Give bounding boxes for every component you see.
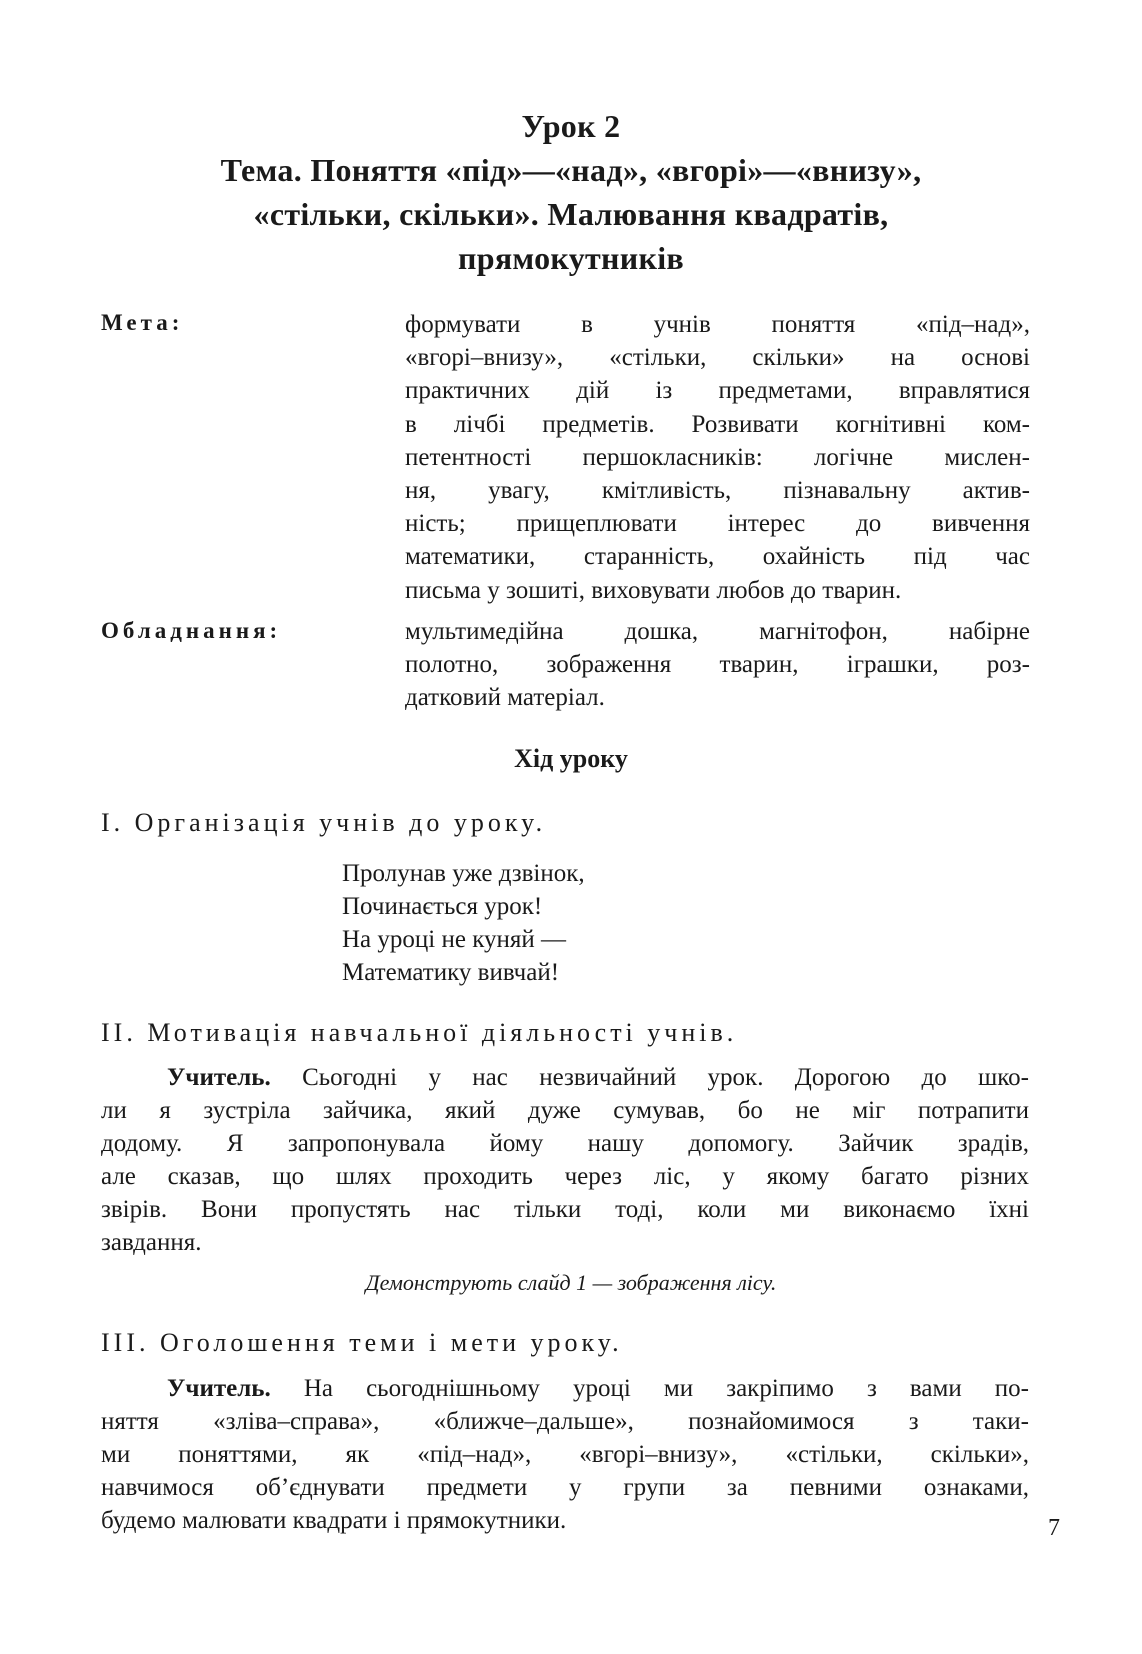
course-heading: Хід уроку bbox=[514, 744, 628, 773]
paragraph-text: Сьогодні у нас незвичайний урок. Дорогою до шко- bbox=[270, 1064, 1029, 1091]
goal-line: в лічбі предметів. Розвивати когнітивні ком- bbox=[405, 410, 1030, 438]
paragraph-line: звірів. Вони пропустять нас тільки тоді, коли ми виконаємо їхні bbox=[101, 1196, 1029, 1223]
topic-line-2: «стільки, скільки». Малювання квадратів, bbox=[253, 196, 889, 232]
section-3-paragraph bbox=[101, 1372, 1029, 1537]
speaker-label: Учитель. bbox=[167, 1064, 271, 1091]
slide-note: Демонструють слайд 1 — зображення лісу. bbox=[365, 1270, 777, 1295]
equipment-label: Обладнання: bbox=[101, 618, 282, 643]
goal-line: математики, старанність, охайність під час bbox=[405, 543, 1030, 571]
goal-line: петентності першокласників: логічне мислен- bbox=[405, 443, 1030, 471]
topic-line-1: Тема. Поняття «під»—«над», «вгорі»—«внизу», bbox=[220, 152, 922, 188]
paragraph-line: будемо малювати квадрати і прямокутники. bbox=[101, 1507, 567, 1534]
equipment-text bbox=[405, 615, 1030, 715]
goal-line: формувати в учнів поняття «під–над», bbox=[405, 311, 1030, 338]
paragraph-line: няття «зліва–справа», «ближче–дальше», познайомимося з таки- bbox=[101, 1408, 1029, 1435]
paragraph-line: навчимося об’єднувати предмети у групи за певними ознаками, bbox=[101, 1474, 1029, 1501]
section-3-heading: ІІІ. Оголошення теми і мети уроку. bbox=[101, 1328, 623, 1357]
equipment-line: полотно, зображення тварин, іграшки, роз- bbox=[405, 651, 1030, 679]
goal-line: практичних дій із предметами, вправлятися bbox=[405, 377, 1030, 405]
paragraph-line bbox=[101, 1061, 1029, 1094]
poem-line: Математику вивчай! bbox=[342, 959, 560, 986]
goal-line: ність; прищеплювати інтерес до вивчення bbox=[405, 510, 1030, 538]
poem-line: Пролунав уже дзвінок, bbox=[342, 860, 585, 887]
goal-line: «вгорі–внизу», «стільки, скільки» на основі bbox=[405, 344, 1030, 372]
paragraph-line: завдання. bbox=[101, 1229, 202, 1256]
poem bbox=[342, 857, 585, 989]
paragraph-line bbox=[101, 1372, 1029, 1405]
equipment-line: мультимедійна дошка, магнітофон, набірне bbox=[405, 618, 1030, 645]
speaker-label: Учитель. bbox=[167, 1375, 271, 1402]
goal-text bbox=[405, 308, 1030, 607]
goal-label: Мета: bbox=[101, 310, 184, 335]
paragraph-line: але сказав, що шлях проходить через ліс, у якому багато різних bbox=[101, 1163, 1029, 1190]
section-2-heading: ІІ. Мотивація навчальної діяльності учнів. bbox=[101, 1018, 738, 1047]
paragraph-line: ми поняттями, як «під–над», «вгорі–внизу», «стільки, скільки», bbox=[101, 1441, 1029, 1468]
section-2-paragraph bbox=[101, 1061, 1029, 1259]
poem-line: Починається урок! bbox=[342, 893, 543, 920]
paragraph-text: На сьогоднішньому уроці ми закріпимо з вами по- bbox=[270, 1375, 1029, 1402]
paragraph-line: ли я зустріла зайчика, який дуже сумував, бо не міг потрапити bbox=[101, 1097, 1029, 1124]
goal-line: письма у зошиті, виховувати любов до тварин. bbox=[405, 576, 902, 604]
paragraph-line: додому. Я запропонувала йому нашу допомогу. Зайчик зрадів, bbox=[101, 1130, 1029, 1157]
lesson-title: Урок 2 bbox=[521, 108, 621, 144]
section-1-heading: І. Організація учнів до уроку. bbox=[101, 808, 547, 837]
topic-line-3: прямокутників bbox=[457, 240, 684, 276]
equipment-line: датковий матеріал. bbox=[405, 684, 605, 712]
page-number: 7 bbox=[1048, 1515, 1060, 1541]
goal-line: ня, увагу, кмітливість, пізнавальну актив- bbox=[405, 477, 1030, 505]
poem-line: На уроці не куняй — bbox=[342, 926, 566, 953]
